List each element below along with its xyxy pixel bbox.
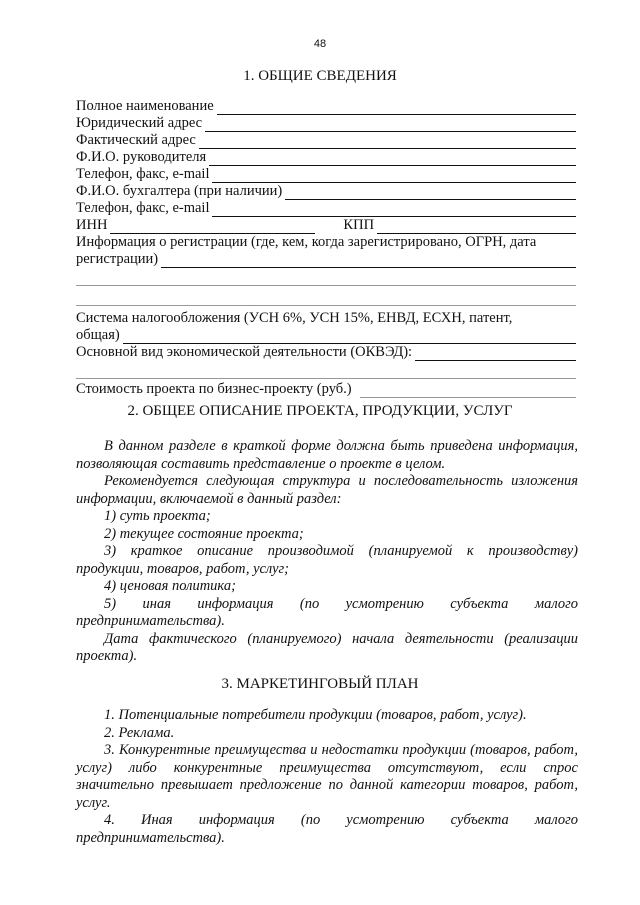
registration-extra-line-1[interactable] [76, 268, 576, 286]
inn-input-line[interactable] [110, 220, 315, 234]
director-input-line[interactable] [209, 152, 576, 166]
phone-2-input-line[interactable] [212, 203, 576, 217]
accountant-input-line[interactable] [285, 186, 576, 200]
field-director [76, 149, 576, 166]
tax-system-input-line[interactable] [123, 330, 576, 344]
general-info-form [76, 98, 576, 398]
section2-paragraph-1: В данном разделе в краткой форме должна быть приведена информация, позволяющая составить представление о проекте в целом. [76, 438, 578, 472]
section1-title: 1. ОБЩИЕ СВЕДЕНИЯ [243, 68, 397, 84]
field-actual-address [76, 132, 576, 149]
field-accountant [76, 183, 576, 200]
cost-label: Стоимость проекта по бизнес-проекту (руб.) [76, 381, 352, 397]
full-name-input-line[interactable] [217, 101, 576, 115]
inn-label: ИНН [76, 217, 108, 233]
section2-item-2: 2) текущее состояние проекта; [104, 525, 304, 542]
actual-address-input-line[interactable] [199, 135, 576, 149]
section3-body [76, 707, 578, 847]
registration-info-label: Информация о регистрации (где, кем, когда зарегистрировано, ОГРН, дата [76, 234, 537, 250]
section2-item-5: 5) иная информация (по усмотрению субъекта малого предпринимательства). [76, 595, 578, 629]
kpp-label: КПП [343, 217, 375, 233]
field-phone-1 [76, 166, 576, 183]
tax-system-label: общая) [76, 327, 120, 343]
phone-2-label: Телефон, факс, e-mail [76, 200, 210, 216]
section2-body [76, 438, 578, 666]
section2-item-1: 1) суть проекта; [104, 508, 211, 524]
section3-item-3: 3. Конкурентные преимущества и недостатки продукции (товаров, работ, услуг) либо конкурентные преимущества отсутствуют, если спрос значительно превышает предложение по данной категории товаров, работ, услуг. [76, 742, 578, 811]
director-label: Ф.И.О. руководителя [76, 149, 207, 165]
okved-extra-line[interactable] [76, 361, 576, 379]
registration-input-line[interactable] [161, 254, 576, 268]
field-full-name [76, 98, 576, 115]
full-name-label: Полное наименование [76, 98, 214, 114]
okved-input-line[interactable] [415, 347, 576, 361]
accountant-label: Ф.И.О. бухгалтера (при наличии) [76, 183, 283, 199]
field-phone-2 [76, 200, 576, 217]
section3-item-1: 1. Потенциальные потребители продукции (товаров, работ, услуг). [104, 707, 527, 723]
kpp-input-line[interactable] [377, 220, 576, 234]
field-tax-system [76, 327, 576, 344]
okved-label: Основной вид экономической деятельности (ОКВЭД): [76, 344, 413, 360]
section2-item-4: 4) ценовая политика; [104, 578, 236, 594]
field-okved [76, 344, 576, 361]
registration-label: регистрации) [76, 251, 159, 267]
field-registration [76, 251, 576, 268]
page-number: 48 [313, 38, 327, 50]
cost-input-line[interactable] [360, 384, 576, 398]
section3-item-4: 4. Иная информация (по усмотрению субъекта малого предпринимательства). [76, 812, 578, 846]
phone-1-input-line[interactable] [212, 169, 576, 183]
tax-system-label-line: Система налогообложения (УСН 6%, УСН 15%, ЕНВД, ЕСХН, патент, [76, 310, 513, 326]
section3-title: 3. МАРКЕТИНГОВЫЙ ПЛАН [221, 676, 419, 692]
section2-paragraph-3: Дата фактического (планируемого) начала деятельности (реализации проекта). [76, 630, 578, 664]
phone-1-label: Телефон, факс, e-mail [76, 166, 210, 182]
field-inn-kpp [76, 217, 576, 234]
field-legal-address [76, 115, 576, 132]
registration-extra-line-2[interactable] [76, 288, 576, 306]
section2-title: 2. ОБЩЕЕ ОПИСАНИЕ ПРОЕКТА, ПРОДУКЦИИ, УСЛУГ [127, 403, 513, 419]
legal-address-input-line[interactable] [205, 118, 576, 132]
section2-item-3: 3) краткое описание производимой (планируемой к производству) продукции, товаров, работ, услуг; [76, 543, 578, 577]
field-cost [76, 381, 576, 398]
section3-item-2: 2. Реклама. [104, 724, 175, 741]
actual-address-label: Фактический адрес [76, 132, 196, 148]
section2-paragraph-2: Рекомендуется следующая структура и последовательность изложения информации, включаемой в данный раздел: [76, 473, 578, 507]
legal-address-label: Юридический адрес [76, 115, 203, 131]
